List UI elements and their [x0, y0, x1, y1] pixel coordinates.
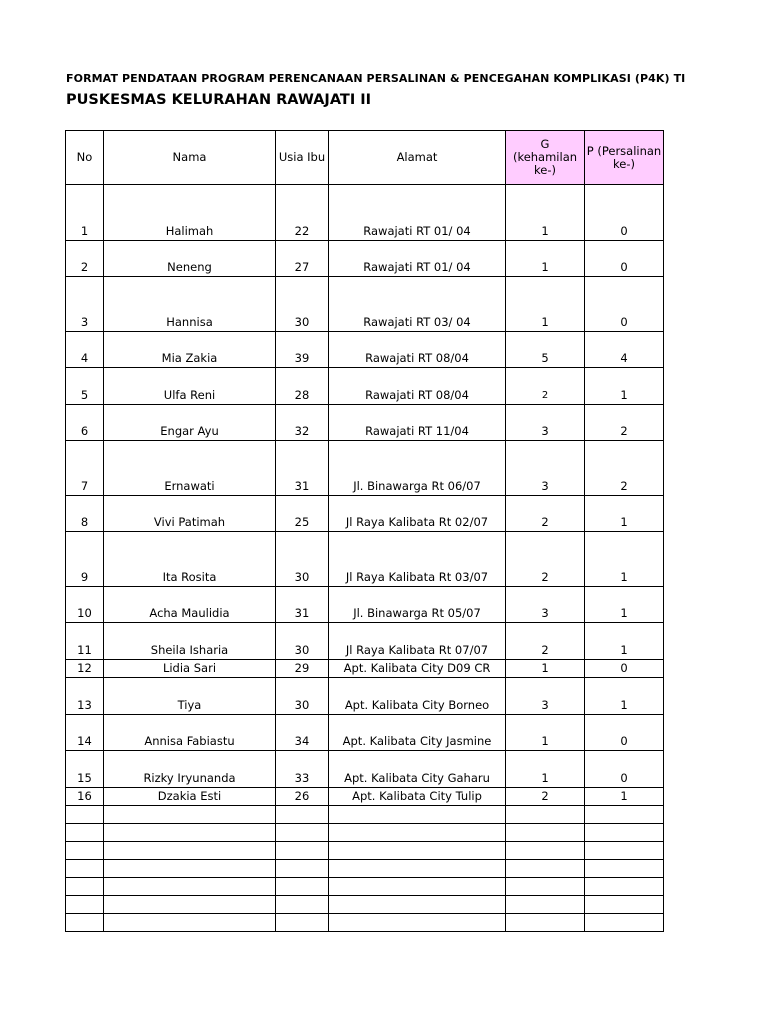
cell-para: 4	[585, 332, 664, 368]
header-no: No	[66, 131, 104, 185]
empty-cell	[104, 878, 276, 896]
cell-alamat: Jl Raya Kalibata Rt 03/07	[329, 532, 506, 587]
cell-usia-ibu: 32	[276, 405, 329, 441]
cell-no: 5	[66, 368, 104, 405]
cell-gravida: 1	[506, 241, 585, 277]
empty-table-row	[66, 896, 664, 914]
empty-table-row	[66, 914, 664, 932]
cell-para: 0	[585, 660, 664, 678]
table-row	[66, 623, 664, 660]
cell-nama: Mia Zakia	[104, 332, 276, 368]
cell-usia-ibu: 22	[276, 185, 329, 241]
table-row	[66, 678, 664, 715]
cell-usia-ibu: 31	[276, 441, 329, 496]
cell-para: 1	[585, 368, 664, 405]
cell-nama: Ulfa Reni	[104, 368, 276, 405]
cell-para: 1	[585, 496, 664, 532]
cell-gravida: 3	[506, 405, 585, 441]
empty-cell	[585, 914, 664, 932]
cell-nama: Rizky Iryunanda	[104, 751, 276, 788]
cell-no: 9	[66, 532, 104, 587]
cell-no: 2	[66, 241, 104, 277]
empty-cell	[66, 842, 104, 860]
empty-table-row	[66, 824, 664, 842]
cell-alamat: Jl Raya Kalibata Rt 07/07	[329, 623, 506, 660]
table-row	[66, 368, 664, 405]
empty-cell	[329, 806, 506, 824]
empty-cell	[506, 806, 585, 824]
cell-usia-ibu: 30	[276, 277, 329, 332]
empty-cell	[585, 824, 664, 842]
cell-gravida: 1	[506, 185, 585, 241]
empty-cell	[585, 806, 664, 824]
cell-para: 2	[585, 405, 664, 441]
cell-gravida: 5	[506, 332, 585, 368]
cell-nama: Neneng	[104, 241, 276, 277]
cell-usia-ibu: 39	[276, 332, 329, 368]
cell-nama: Dzakia Esti	[104, 788, 276, 806]
cell-no: 6	[66, 405, 104, 441]
empty-cell	[104, 860, 276, 878]
cell-nama: Vivi Patimah	[104, 496, 276, 532]
empty-cell	[66, 878, 104, 896]
cell-gravida: 1	[506, 277, 585, 332]
empty-table-row	[66, 860, 664, 878]
table-row	[66, 751, 664, 788]
cell-alamat: Apt. Kalibata City D09 CR	[329, 660, 506, 678]
empty-cell	[276, 914, 329, 932]
table-row	[66, 405, 664, 441]
table-row	[66, 441, 664, 496]
cell-usia-ibu: 30	[276, 678, 329, 715]
cell-para: 1	[585, 587, 664, 623]
cell-no: 14	[66, 715, 104, 751]
table-row	[66, 277, 664, 332]
cell-nama: Halimah	[104, 185, 276, 241]
cell-gravida: 2	[506, 368, 585, 405]
cell-nama: Acha Maulidia	[104, 587, 276, 623]
cell-usia-ibu: 30	[276, 623, 329, 660]
cell-gravida: 1	[506, 660, 585, 678]
cell-usia-ibu: 33	[276, 751, 329, 788]
cell-alamat: Rawajati RT 11/04	[329, 405, 506, 441]
empty-table-row	[66, 842, 664, 860]
cell-no: 1	[66, 185, 104, 241]
cell-alamat: Apt. Kalibata City Gaharu	[329, 751, 506, 788]
cell-usia-ibu: 25	[276, 496, 329, 532]
cell-no: 15	[66, 751, 104, 788]
cell-usia-ibu: 28	[276, 368, 329, 405]
cell-no: 16	[66, 788, 104, 806]
cell-alamat: Rawajati RT 01/ 04	[329, 185, 506, 241]
cell-para: 1	[585, 788, 664, 806]
puskesmas-title: PUSKESMAS KELURAHAN RAWAJATI II	[66, 92, 372, 108]
table-row	[66, 185, 664, 241]
empty-cell	[329, 914, 506, 932]
cell-nama: Tiya	[104, 678, 276, 715]
cell-gravida: 3	[506, 678, 585, 715]
cell-nama: Hannisa	[104, 277, 276, 332]
cell-no: 10	[66, 587, 104, 623]
cell-gravida: 2	[506, 532, 585, 587]
empty-cell	[506, 824, 585, 842]
table-row	[66, 587, 664, 623]
empty-cell	[585, 860, 664, 878]
cell-alamat: Rawajati RT 03/ 04	[329, 277, 506, 332]
cell-gravida: 1	[506, 715, 585, 751]
cell-nama: Sheila Isharia	[104, 623, 276, 660]
empty-cell	[276, 860, 329, 878]
cell-no: 11	[66, 623, 104, 660]
empty-table-row	[66, 806, 664, 824]
table-row	[66, 788, 664, 806]
cell-nama: Annisa Fabiastu	[104, 715, 276, 751]
cell-gravida: 2	[506, 623, 585, 660]
cell-alamat: Apt. Kalibata City Tulip	[329, 788, 506, 806]
empty-cell	[276, 896, 329, 914]
empty-cell	[329, 842, 506, 860]
cell-usia-ibu: 30	[276, 532, 329, 587]
table-row	[66, 660, 664, 678]
header-nama: Nama	[104, 131, 276, 185]
empty-cell	[506, 842, 585, 860]
header-usia-ibu: Usia Ibu	[276, 131, 329, 185]
empty-table-row	[66, 878, 664, 896]
cell-usia-ibu: 34	[276, 715, 329, 751]
cell-no: 12	[66, 660, 104, 678]
cell-gravida: 2	[506, 496, 585, 532]
cell-alamat: Rawajati RT 08/04	[329, 368, 506, 405]
cell-gravida: 3	[506, 587, 585, 623]
cell-nama: Lidia Sari	[104, 660, 276, 678]
empty-cell	[104, 806, 276, 824]
cell-no: 13	[66, 678, 104, 715]
cell-usia-ibu: 27	[276, 241, 329, 277]
empty-cell	[276, 824, 329, 842]
cell-para: 1	[585, 623, 664, 660]
empty-cell	[104, 824, 276, 842]
cell-usia-ibu: 26	[276, 788, 329, 806]
cell-para: 1	[585, 678, 664, 715]
empty-cell	[506, 878, 585, 896]
empty-cell	[329, 824, 506, 842]
table-row	[66, 532, 664, 587]
cell-alamat: Jl Raya Kalibata Rt 02/07	[329, 496, 506, 532]
cell-nama: Ernawati	[104, 441, 276, 496]
table-row	[66, 332, 664, 368]
cell-para: 0	[585, 715, 664, 751]
empty-cell	[585, 896, 664, 914]
form-title: FORMAT PENDATAAN PROGRAM PERENCANAAN PERSALINAN & PENCEGAHAN KOMPLIKASI (P4K) TI	[66, 72, 686, 85]
cell-alamat: Jl. Binawarga Rt 05/07	[329, 587, 506, 623]
table-row	[66, 241, 664, 277]
empty-cell	[329, 896, 506, 914]
empty-cell	[276, 842, 329, 860]
empty-cell	[104, 896, 276, 914]
cell-alamat: Rawajati RT 08/04	[329, 332, 506, 368]
cell-usia-ibu: 31	[276, 587, 329, 623]
cell-para: 0	[585, 277, 664, 332]
cell-no: 3	[66, 277, 104, 332]
header-alamat: Alamat	[329, 131, 506, 185]
empty-cell	[66, 806, 104, 824]
header-para: P (Persalinan ke-)	[585, 131, 664, 185]
cell-para: 0	[585, 241, 664, 277]
empty-cell	[104, 842, 276, 860]
cell-usia-ibu: 29	[276, 660, 329, 678]
empty-cell	[585, 878, 664, 896]
cell-para: 1	[585, 532, 664, 587]
empty-cell	[506, 914, 585, 932]
table-row	[66, 715, 664, 751]
cell-alamat: Rawajati RT 01/ 04	[329, 241, 506, 277]
empty-cell	[329, 878, 506, 896]
cell-gravida: 1	[506, 751, 585, 788]
cell-nama: Ita Rosita	[104, 532, 276, 587]
cell-para: 2	[585, 441, 664, 496]
empty-cell	[66, 896, 104, 914]
table-row	[66, 496, 664, 532]
cell-alamat: Apt. Kalibata City Jasmine	[329, 715, 506, 751]
cell-alamat: Jl. Binawarga Rt 06/07	[329, 441, 506, 496]
cell-gravida: 3	[506, 441, 585, 496]
empty-cell	[276, 806, 329, 824]
empty-cell	[104, 914, 276, 932]
empty-cell	[506, 896, 585, 914]
empty-cell	[585, 842, 664, 860]
empty-cell	[276, 878, 329, 896]
cell-para: 0	[585, 751, 664, 788]
table-body	[66, 185, 664, 932]
cell-gravida: 2	[506, 788, 585, 806]
empty-cell	[506, 860, 585, 878]
empty-cell	[329, 860, 506, 878]
cell-no: 4	[66, 332, 104, 368]
cell-nama: Engar Ayu	[104, 405, 276, 441]
empty-cell	[66, 914, 104, 932]
cell-no: 7	[66, 441, 104, 496]
empty-cell	[66, 860, 104, 878]
empty-cell	[66, 824, 104, 842]
p4k-data-table	[65, 130, 664, 932]
header-gravida: G (kehamilan ke-)	[506, 131, 585, 185]
cell-alamat: Apt. Kalibata City Borneo	[329, 678, 506, 715]
cell-no: 8	[66, 496, 104, 532]
cell-para: 0	[585, 185, 664, 241]
header-row	[66, 131, 664, 185]
